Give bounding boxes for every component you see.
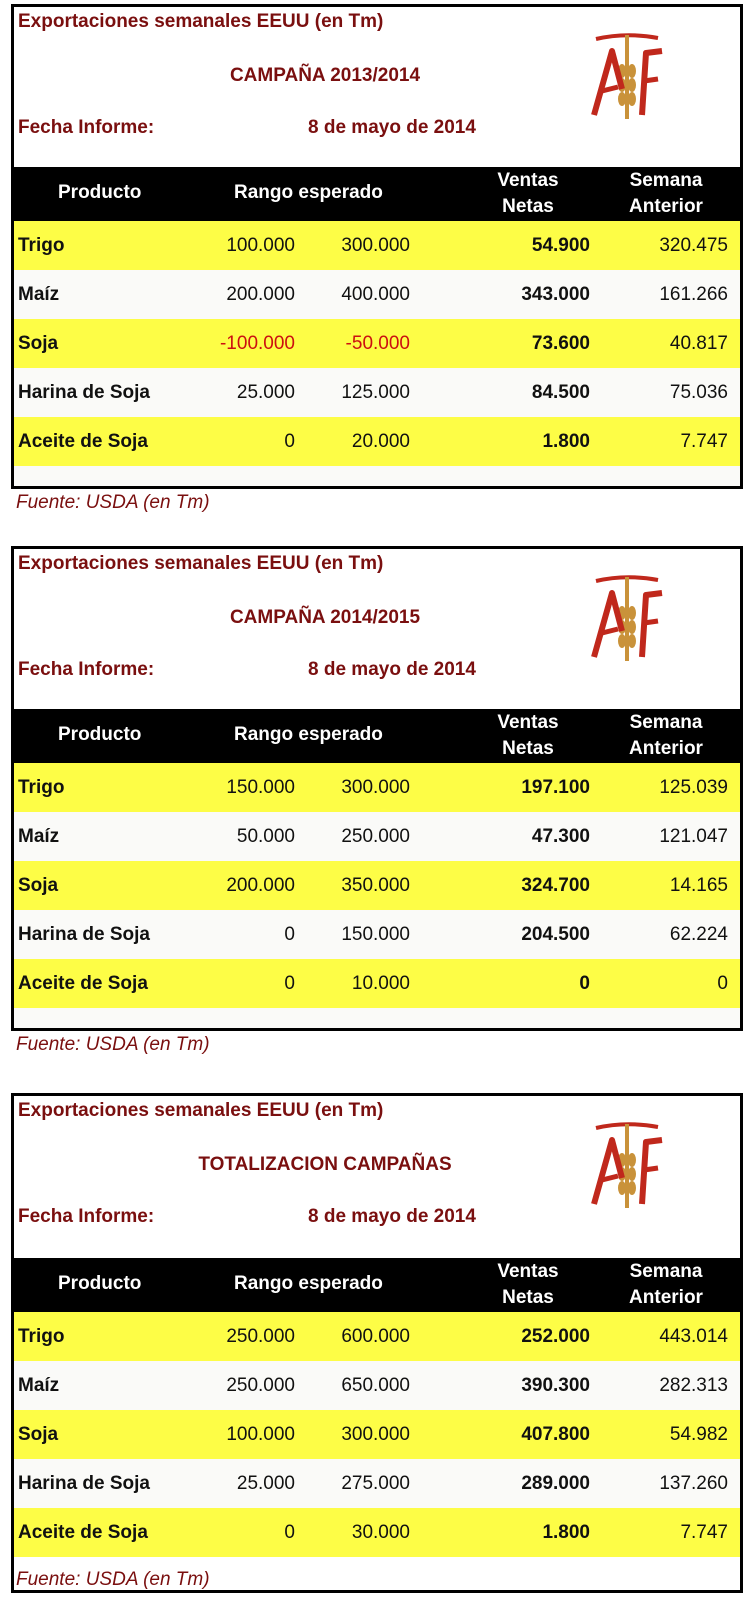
report-title: Exportaciones semanales EEUU (en Tm) [18, 1100, 384, 1121]
report-panel-2013-2014 [11, 4, 743, 489]
table-row [14, 221, 740, 270]
report-date-label: Fecha Informe: [18, 117, 155, 138]
report-date-value: 8 de mayo de 2014 [308, 1206, 476, 1227]
net-sales: 289.000 [521, 1473, 590, 1494]
product-name: Trigo [18, 1326, 65, 1347]
range-max: 20.000 [351, 431, 410, 452]
range-max: 30.000 [351, 1522, 410, 1543]
table-header [14, 709, 740, 763]
previous-week: 0 [717, 973, 728, 994]
table-footer-space [14, 466, 740, 486]
col-rango: Rango esperado [234, 1273, 383, 1294]
range-min: 150.000 [226, 777, 295, 798]
range-max: -50.000 [345, 333, 410, 354]
range-min: 0 [284, 924, 295, 945]
table-row [14, 763, 740, 812]
col-ventas: Ventas Netas [497, 1261, 559, 1308]
campaign-label: CAMPAÑA 2014/2015 [229, 607, 421, 628]
net-sales: 390.300 [521, 1375, 590, 1396]
table-row [14, 959, 740, 1008]
range-min: 0 [284, 1522, 295, 1543]
product-name: Soja [18, 875, 59, 896]
atf-logo-icon [590, 1118, 664, 1210]
previous-week: 75.036 [669, 382, 728, 403]
range-min: 0 [284, 431, 295, 452]
net-sales: 1.800 [542, 431, 590, 452]
previous-week: 125.039 [659, 777, 728, 798]
net-sales: 204.500 [521, 924, 590, 945]
col-producto: Producto [58, 182, 142, 203]
col-producto: Producto [58, 724, 142, 745]
net-sales: 47.300 [531, 826, 590, 847]
net-sales: 73.600 [531, 333, 590, 354]
report-date-label: Fecha Informe: [18, 1206, 155, 1227]
table-row [14, 812, 740, 861]
product-name: Soja [18, 333, 59, 354]
product-name: Harina de Soja [18, 382, 150, 403]
previous-week: 443.014 [659, 1326, 728, 1347]
range-max: 300.000 [341, 235, 410, 256]
net-sales: 54.900 [531, 235, 590, 256]
product-name: Aceite de Soja [18, 973, 148, 994]
table-row [14, 910, 740, 959]
table-row [14, 417, 740, 466]
source-note: Fuente: USDA (en Tm) [16, 1569, 210, 1590]
previous-week: 282.313 [659, 1375, 728, 1396]
report-date-value: 8 de mayo de 2014 [308, 659, 476, 680]
product-name: Trigo [18, 235, 65, 256]
table-row [14, 1410, 740, 1459]
campaign-label: TOTALIZACION CAMPAÑAS [198, 1154, 452, 1175]
table-row [14, 861, 740, 910]
product-name: Aceite de Soja [18, 431, 148, 452]
range-min: 100.000 [226, 1424, 295, 1445]
net-sales: 407.800 [521, 1424, 590, 1445]
report-panel-totalizacion [11, 1093, 743, 1593]
col-rango: Rango esperado [234, 182, 383, 203]
range-min: 250.000 [226, 1326, 295, 1347]
table-row [14, 368, 740, 417]
col-rango: Rango esperado [234, 724, 383, 745]
range-max: 275.000 [341, 1473, 410, 1494]
net-sales: 197.100 [521, 777, 590, 798]
range-max: 300.000 [341, 1424, 410, 1445]
col-semana: Semana Anterior [629, 712, 703, 759]
net-sales: 1.800 [542, 1522, 590, 1543]
report-title: Exportaciones semanales EEUU (en Tm) [18, 11, 384, 32]
table-row [14, 1508, 740, 1557]
range-max: 150.000 [341, 924, 410, 945]
col-semana: Semana Anterior [629, 1261, 703, 1308]
range-min: -100.000 [219, 333, 295, 354]
previous-week: 54.982 [669, 1424, 728, 1445]
previous-week: 14.165 [669, 875, 728, 896]
range-max: 10.000 [351, 973, 410, 994]
col-ventas: Ventas Netas [497, 170, 559, 217]
panel-header [14, 549, 740, 709]
previous-week: 7.747 [680, 431, 728, 452]
range-min: 25.000 [236, 1473, 295, 1494]
range-min: 200.000 [226, 284, 295, 305]
table-footer-space [14, 1008, 740, 1028]
campaign-label: CAMPAÑA 2013/2014 [229, 65, 421, 86]
product-name: Trigo [18, 777, 65, 798]
col-producto: Producto [58, 1273, 142, 1294]
range-max: 600.000 [341, 1326, 410, 1347]
range-max: 250.000 [341, 826, 410, 847]
previous-week: 62.224 [669, 924, 728, 945]
previous-week: 161.266 [659, 284, 728, 305]
panel-header [14, 7, 740, 167]
range-max: 650.000 [341, 1375, 410, 1396]
col-ventas: Ventas Netas [497, 712, 559, 759]
report-title: Exportaciones semanales EEUU (en Tm) [18, 553, 384, 574]
range-min: 200.000 [226, 875, 295, 896]
previous-week: 320.475 [659, 235, 728, 256]
range-min: 250.000 [226, 1375, 295, 1396]
range-min: 0 [284, 973, 295, 994]
table-header [14, 167, 740, 221]
source-note: Fuente: USDA (en Tm) [16, 1034, 210, 1055]
previous-week: 137.260 [659, 1473, 728, 1494]
table-header [14, 1258, 740, 1312]
net-sales: 0 [579, 973, 590, 994]
report-date-label: Fecha Informe: [18, 659, 155, 680]
net-sales: 343.000 [521, 284, 590, 305]
table-row [14, 1312, 740, 1361]
product-name: Harina de Soja [18, 1473, 150, 1494]
range-max: 125.000 [341, 382, 410, 403]
product-name: Harina de Soja [18, 924, 150, 945]
table-row [14, 1459, 740, 1508]
table-row [14, 270, 740, 319]
product-name: Maíz [18, 284, 60, 305]
previous-week: 7.747 [680, 1522, 728, 1543]
product-name: Maíz [18, 826, 60, 847]
report-panel-2014-2015 [11, 546, 743, 1031]
previous-week: 121.047 [659, 826, 728, 847]
source-note: Fuente: USDA (en Tm) [16, 492, 210, 513]
net-sales: 324.700 [521, 875, 590, 896]
report-date-value: 8 de mayo de 2014 [308, 117, 476, 138]
product-name: Soja [18, 1424, 59, 1445]
range-min: 25.000 [236, 382, 295, 403]
product-name: Aceite de Soja [18, 1522, 148, 1543]
range-max: 300.000 [341, 777, 410, 798]
net-sales: 252.000 [521, 1326, 590, 1347]
range-max: 400.000 [341, 284, 410, 305]
atf-logo-icon [590, 29, 664, 121]
product-name: Maíz [18, 1375, 60, 1396]
table-row [14, 1361, 740, 1410]
table-row [14, 319, 740, 368]
atf-logo-icon [590, 571, 664, 663]
panel-header [14, 1096, 740, 1258]
net-sales: 84.500 [531, 382, 590, 403]
range-min: 50.000 [236, 826, 295, 847]
range-max: 350.000 [341, 875, 410, 896]
range-min: 100.000 [226, 235, 295, 256]
col-semana: Semana Anterior [629, 170, 703, 217]
previous-week: 40.817 [669, 333, 728, 354]
